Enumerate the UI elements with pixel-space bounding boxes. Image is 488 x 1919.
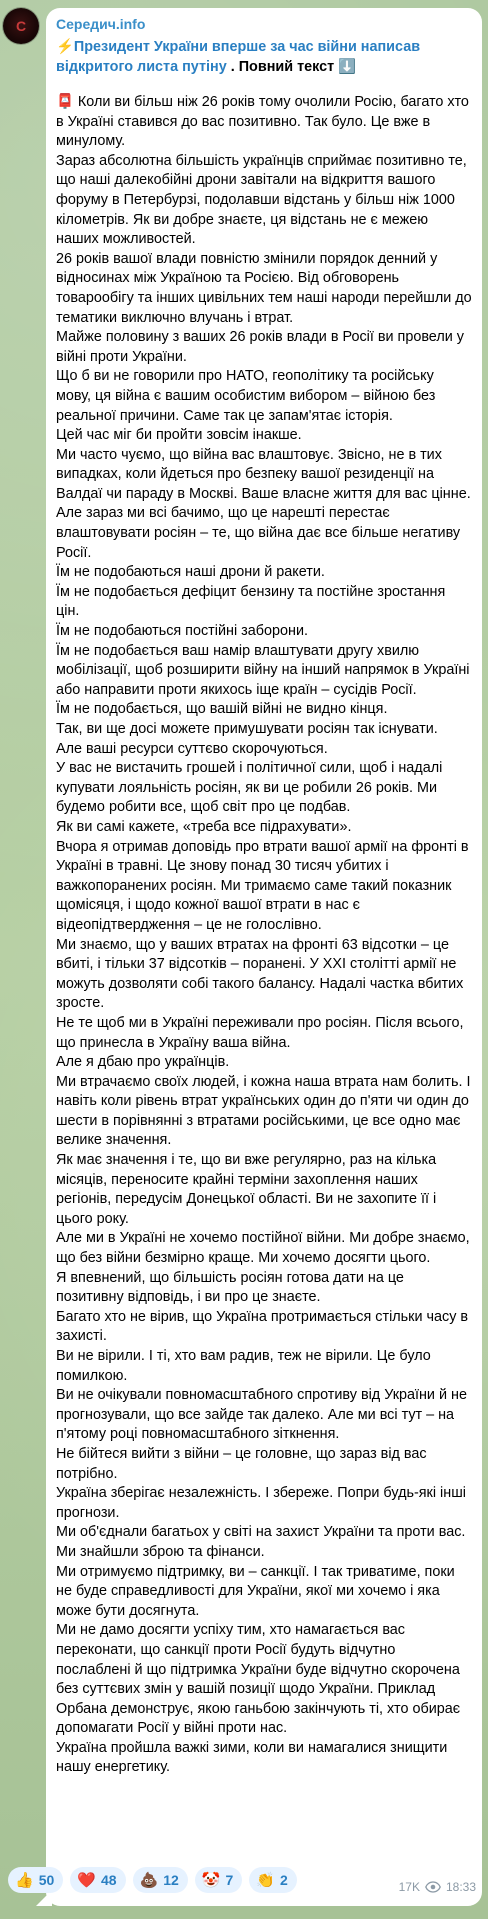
post-paragraph: Ми об'єднали багатьох у світі на захист України та проти вас. Ми знайшли зброю та фінанси. xyxy=(56,1524,466,1560)
view-count: 17K xyxy=(398,1880,420,1894)
post-paragraph: Багато хто не вірив, що Україна протримається стільки часу в захисті. xyxy=(56,1308,469,1345)
post-paragraph: Як ви самі кажете, «треба все підрахувати». xyxy=(56,818,352,835)
message-bubble xyxy=(46,8,482,1906)
post-body xyxy=(56,93,472,1778)
headline-full-text-label: . Повний текст ⬇️ xyxy=(226,58,357,75)
reaction-count: 2 xyxy=(279,1872,288,1888)
post-paragraph: Але ми в Україні не хочемо постійної війни. Ми добре знаємо, що без війни безмірно краще. Ми хочемо досягти цього. xyxy=(56,1230,470,1267)
reaction-button[interactable] xyxy=(70,1867,125,1893)
post-paragraph: Зараз абсолютна більшість українців сприймає позитивно те, що наші далекобійні дрони завітали на відкриття вашого форуму в Петербурзі, подолавши відстань у більш ніж 1000 кілометрів. Як ви добре знаєте, ця відстань не є межею наших можливостей. xyxy=(56,152,467,248)
post-paragraph: Їм не подобається, що вашій війні не видно кінця. xyxy=(56,701,388,718)
post-paragraph: Їм не подобаються наші дрони й ракети. xyxy=(56,564,325,581)
post-paragraph: Ми втрачаємо своїх людей, і кожна наша втрата нам болить. І навіть коли рівень втрат українських один до п'яти чи один до шести в порівнянні з втратами російськими, це все одно має велике значення. xyxy=(56,1073,471,1149)
channel-avatar-glyph: С xyxy=(15,18,27,34)
post-paragraph: Ми не дамо досягти успіху тим, хто намагається вас переконати, що санкції проти Росії будуть відчутно послаблені й що підтримка України буде відчутно скорочена без суттєвих змін у вашій позиції щодо України. Приклад Орбана демонструє, якою ганьбою закінчують ті, хто обирає допомагати Росії у війні проти нас. xyxy=(56,1622,461,1737)
post-paragraph: Не бійтеся вийти з війни – це головне, що зараз від вас потрібно. xyxy=(56,1445,427,1482)
reaction-count: 12 xyxy=(163,1872,179,1888)
post-paragraph: Вчора я отримав доповідь про втрати вашої армії на фронті в Україні в травні. Це знову понад 30 тисяч убитих і важкопоранених росіян. Ми тримаємо саме такий показник щомісяця, і щодо кожної вашої втрати в нас є відеопідтвердження – це не голослівно. xyxy=(56,838,469,933)
post-paragraph: Ми часто чуємо, що війна вас влаштовує. Звісно, не в тих випадках, коли йдеться про безпеку вашої резиденції на Валдаї чи параду в Москві. Ваше власне життя для вас цінне. xyxy=(56,446,471,502)
post-paragraph: 26 років вашої влади повністю змінили порядок денний у відносинах між Україною та Росією. Від обговорень товарообігу та інших цивільних тем наші народи перейшли до тематики виключно влучань і втрат. xyxy=(56,250,472,326)
post-paragraph: Так, ви ще досі можете примушувати росіян так існувати. xyxy=(56,721,438,737)
post-paragraph: Я впевнений, що більшість росіян готова дати на це позитивну відповідь, і ви про це знаєте. xyxy=(56,1269,404,1306)
eye-icon xyxy=(425,1881,441,1893)
post-paragraph: Не те щоб ми в Україні переживали про росіян. Після всього, що принесла в Україну ваша війна. xyxy=(56,1014,464,1051)
post-paragraph: Ми знаємо, що у ваших втратах на фронті 63 відсотки – це вбиті, і тільки 37 відсотків – поранені. У XXI столітті армії не можуть дозволяти собі такого балансу. Надалі частка вбитих зросте. xyxy=(56,936,464,1012)
post-paragraph: Майже половину з ваших 26 років влади в Росії ви провели у війні проти України. xyxy=(56,329,464,365)
heart-icon: ❤️ xyxy=(77,1871,96,1889)
post-paragraph: Їм не подобається ваш намір влаштувати другу хвилю мобілізації, щоб розширити війну на інший напрямок в Україні або направити проти якихось іще країн – сусідів Росії. xyxy=(56,642,470,698)
post-paragraph: Ми отримуємо підтримку, ви – санкції. І так триватиме, поки не буде справедливості для України, якої ми хочемо і яка може бути досягнута. xyxy=(56,1563,455,1619)
post-paragraph: Цей час міг би пройти зовсім інакше. xyxy=(56,427,302,444)
reaction-button[interactable] xyxy=(195,1867,242,1893)
message-meta xyxy=(399,1880,476,1894)
post-paragraph: Їм не подобається дефіцит бензину та постійне зростання цін. xyxy=(56,583,446,620)
post-paragraph: Що б ви не говорили про НАТО, геополітику та російську мову, ця війна є вашим особистим вибором – війною без реальної причини. Саме так це запам'ятає історія. xyxy=(56,368,436,424)
post-paragraph: Але ваші ресурси суттєво скорочуються. xyxy=(56,740,328,757)
post-paragraph: Ви не вірили. І ті, хто вам радив, теж не вірили. Це було помилкою. xyxy=(56,1348,431,1384)
reaction-button[interactable] xyxy=(133,1867,188,1893)
channel-name[interactable]: Середич.info xyxy=(56,16,146,32)
reaction-count: 7 xyxy=(225,1872,234,1888)
post-paragraph: Як має значення і те, що ви вже регулярно, раз на кілька місяців, переносите крайні терміни захоплення наших регіонів, передусім Донецької області. Ви не захопите її і цього року. xyxy=(56,1152,437,1227)
clown-icon: 🤡 xyxy=(201,1871,221,1889)
reaction-count: 50 xyxy=(38,1872,55,1888)
post-paragraph: Ви не очікували повномасштабного спротиву від України й не прогнозували, що все зайде так далеко. Але ми всі тут – на п'ятому році повномасштабного зіткнення. xyxy=(56,1387,467,1443)
headline-link[interactable]: Президент України вперше за час війни написав відкритого листа путіну xyxy=(56,39,421,75)
poop-icon: 💩 xyxy=(139,1871,159,1889)
reaction-button[interactable] xyxy=(8,1867,63,1893)
clapping-hands-icon: 👏 xyxy=(256,1871,275,1889)
post-paragraph: Їм не подобаються постійні заборони. xyxy=(56,623,308,640)
channel-avatar[interactable] xyxy=(3,8,39,44)
reactions-bar xyxy=(8,1867,297,1893)
reaction-button[interactable] xyxy=(249,1867,296,1893)
post-paragraph: Але я дбаю про українців. xyxy=(56,1054,230,1071)
post-paragraph: У вас не вистачить грошей і політичної сили, щоб і надалі купувати лояльність росіян, як ви це робили 26 років. Ми будемо робити все, щоб світ про це подбав. xyxy=(56,760,443,816)
post-paragraph: Україна зберігає незалежність. І збереже. Попри будь-які інші прогнози. xyxy=(56,1485,466,1521)
reaction-count: 48 xyxy=(100,1872,117,1888)
post-headline xyxy=(56,38,472,77)
message-time: 18:33 xyxy=(445,1880,476,1894)
post-paragraph: Україна пройшла важкі зими, коли ви намагалися знищити нашу енергетику. xyxy=(56,1739,448,1776)
thumbs-up-icon: 👍 xyxy=(15,1871,34,1889)
post-paragraph: 📮 Коли ви більш ніж 26 років тому очолили Росію, багато хто в Україні ставився до вас позитивно. Так було. Це вже в минулому. xyxy=(56,94,469,150)
lightning-icon: ⚡️ xyxy=(56,39,74,55)
post-paragraph: Але зараз ми всі бачимо, що це нарешті перестає влаштовувати росіян – те, що війна дає все більше негативу Росії. xyxy=(56,505,461,561)
